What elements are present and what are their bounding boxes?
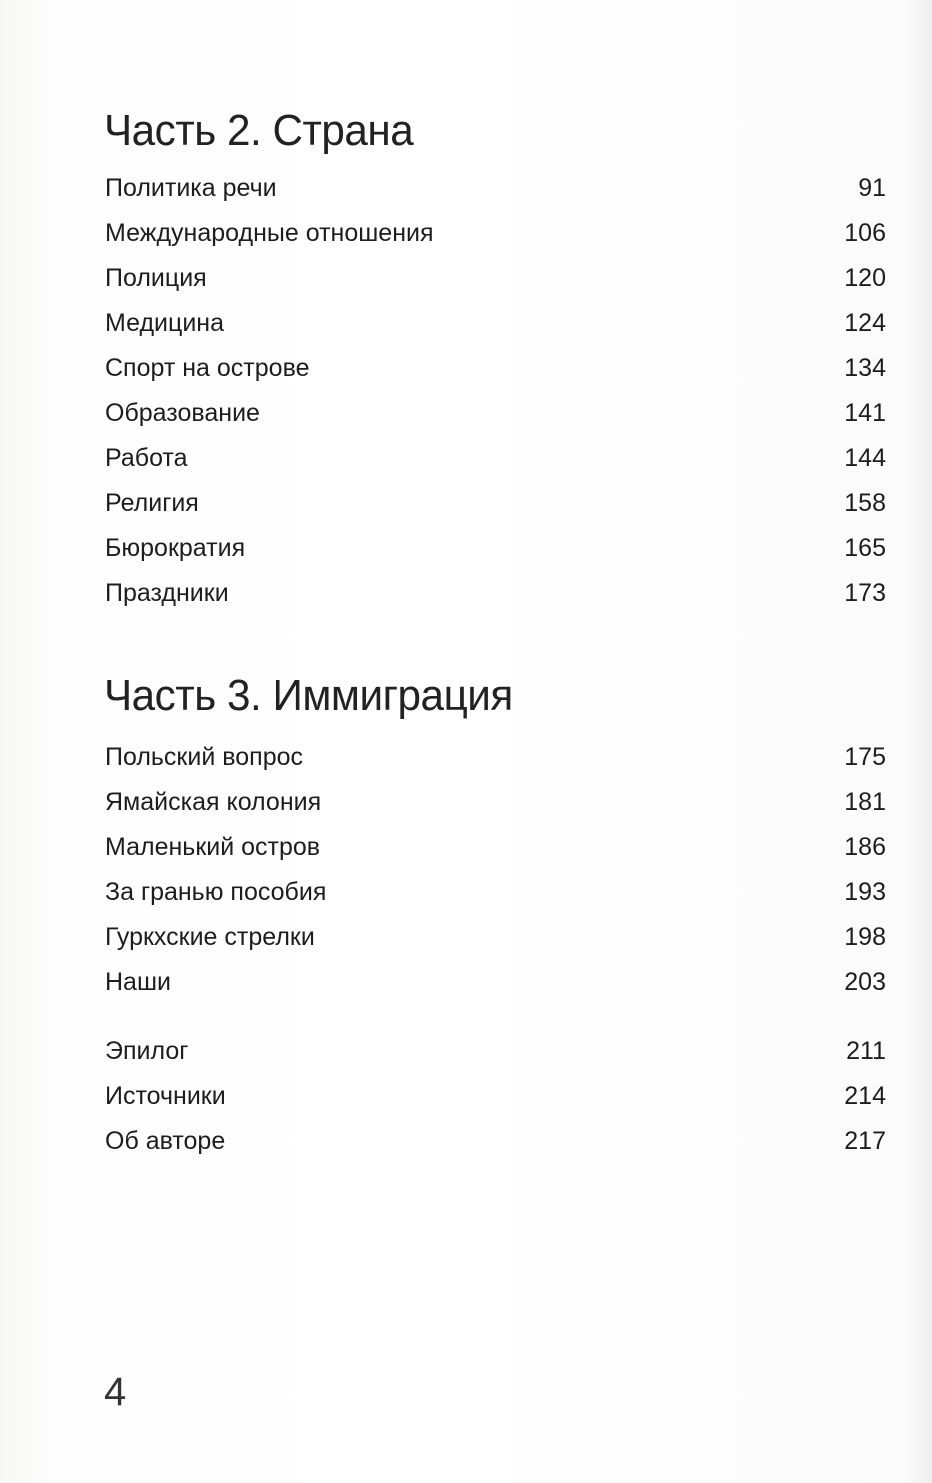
toc-entry-page: 173 — [844, 579, 886, 607]
toc-entry — [105, 218, 886, 263]
toc-entry-title: За гранью пособия — [105, 878, 327, 906]
toc-entry-title: Работа — [105, 444, 188, 472]
toc-entry-title: Ямайская колония — [105, 788, 322, 816]
back-matter-toc-list — [105, 1036, 886, 1171]
toc-entry — [105, 1081, 886, 1126]
toc-entry-page: 106 — [844, 219, 886, 247]
toc-entry — [105, 1126, 886, 1171]
toc-entry-page: 181 — [844, 788, 886, 816]
toc-entry-title: Спорт на острове — [105, 354, 310, 382]
toc-entry-page: 193 — [844, 878, 886, 906]
toc-entry-title: Медицина — [105, 309, 225, 337]
toc-entry-title: Полиция — [105, 264, 207, 292]
toc-entry-title: Польский вопрос — [105, 743, 303, 771]
toc-entry-title: Эпилог — [105, 1037, 189, 1065]
toc-entry-page: 120 — [844, 264, 886, 292]
toc-entry-page: 203 — [844, 968, 886, 996]
toc-entry — [105, 308, 886, 353]
toc-entry — [105, 967, 886, 1012]
toc-entry-page: 214 — [844, 1082, 886, 1110]
page-number: 4 — [104, 1370, 127, 1414]
part-3-heading: Часть 3. Иммиграция — [104, 671, 513, 720]
toc-entry — [105, 353, 886, 398]
toc-entry-title: Политика речи — [105, 174, 277, 202]
toc-entry — [105, 1036, 886, 1081]
toc-entry — [105, 742, 886, 787]
toc-entry-title: Международные отношения — [105, 219, 434, 247]
toc-entry-page: 91 — [858, 174, 886, 202]
toc-entry — [105, 832, 886, 877]
toc-entry-page: 198 — [844, 923, 886, 951]
toc-entry-title: Наши — [105, 968, 171, 996]
toc-entry-page: 165 — [844, 534, 886, 562]
toc-entry — [105, 173, 886, 218]
toc-entry-title: Гуркхские стрелки — [105, 923, 315, 951]
toc-entry-title: Религия — [105, 489, 199, 517]
toc-entry-page: 124 — [844, 309, 886, 337]
toc-entry-title: Бюрократия — [105, 534, 246, 562]
toc-entry-page: 144 — [844, 444, 886, 472]
toc-entry — [105, 488, 886, 533]
toc-entry — [105, 787, 886, 832]
toc-entry-title: Источники — [105, 1082, 226, 1110]
toc-entry-title: Об авторе — [105, 1127, 226, 1155]
toc-entry — [105, 263, 886, 308]
toc-entry-page: 141 — [844, 399, 886, 427]
toc-entry-page: 217 — [844, 1127, 886, 1155]
toc-entry-page: 175 — [844, 743, 886, 771]
part-2-toc-list — [105, 173, 886, 623]
toc-entry-title: Образование — [105, 399, 260, 427]
toc-entry-page: 186 — [844, 833, 886, 861]
toc-entry-page: 211 — [846, 1037, 886, 1065]
toc-entry — [105, 578, 886, 623]
toc-entry — [105, 398, 886, 443]
toc-entry — [105, 922, 886, 967]
toc-entry-title: Маленький остров — [105, 833, 321, 861]
part-2-heading: Часть 2. Страна — [104, 106, 414, 155]
toc-entry — [105, 533, 886, 578]
toc-entry-page: 158 — [844, 489, 886, 517]
part-3-toc-list — [105, 742, 886, 1012]
toc-entry-title: Праздники — [105, 579, 229, 607]
toc-entry — [105, 877, 886, 922]
toc-entry-page: 134 — [844, 354, 886, 382]
toc-entry — [105, 443, 886, 488]
